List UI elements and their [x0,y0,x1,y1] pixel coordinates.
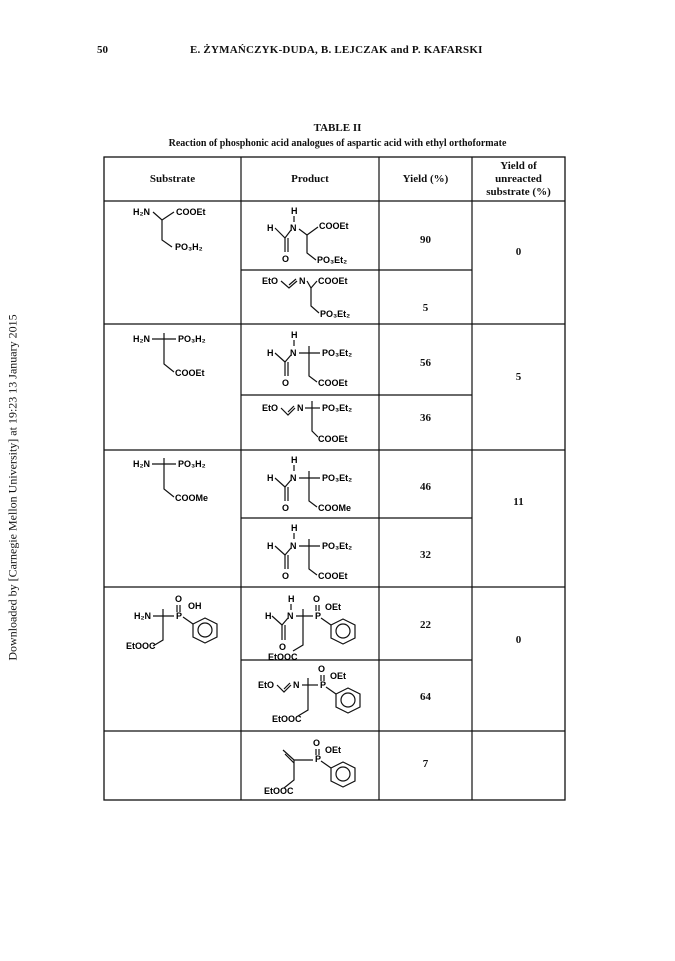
substrate-structure-2 [133,333,206,378]
chem-label: H₂N [133,459,150,469]
chem-label: H [267,541,274,551]
chem-label: EtO [262,403,279,413]
chem-label: COOEt [319,221,349,231]
chem-label: PO₃H₂ [178,334,206,344]
chem-label: H₂N [133,334,150,344]
header-unreacted-line: Yield of [500,160,537,172]
chem-label: COOEt [175,368,205,378]
product-structure-5 [264,738,355,796]
yield-value: 64 [420,691,431,703]
chem-label: PO₃Et₂ [322,348,353,358]
chem-label: COOMe [318,503,352,513]
chem-label: N [290,541,297,551]
product-structure-4a [265,594,355,662]
chem-label: COOMe [175,493,209,503]
download-note: Downloaded by [Carnegie Mellon University] at 19:23 13 January 2015 [5,314,20,661]
chem-label: OH [188,601,202,611]
chem-label: N [293,680,300,690]
header-substrate: Substrate [149,173,196,185]
chem-label: P [320,680,327,690]
product-structure-2a [267,330,352,388]
chem-label: EtOOC [126,641,156,651]
product-structure-1a [267,206,349,265]
product-structure-3b [267,523,352,581]
chem-label: H [267,473,274,483]
chem-label: COOEt [318,434,348,444]
chem-label: COOEt [318,378,348,388]
table-caption: Reaction of phosphonic acid analogues of aspartic acid with ethyl orthoformate [168,138,507,149]
chem-label: P [315,611,322,621]
chem-label: EtOOC [268,652,298,662]
yield-value: 7 [422,758,429,770]
chem-label: O [282,378,290,388]
chem-label: H₂N [134,611,151,621]
chem-label: OEt [325,745,342,755]
chem-label: PO₃H₂ [178,459,206,469]
yield-value: 5 [422,302,429,314]
chem-label: H [288,594,295,604]
table-label: TABLE II [313,122,362,134]
chem-label: PO₃H₂ [175,242,203,252]
unreacted-value: 0 [515,634,522,646]
chem-label: N [299,276,306,286]
chem-label: EtO [262,276,279,286]
chem-label: H [267,223,274,233]
chem-label: COOEt [318,571,348,581]
chem-label: EtOOC [264,786,294,796]
chem-label: N [290,223,297,233]
yield-value: 36 [420,412,431,424]
chem-label: COOEt [176,207,206,217]
chem-label: COOEt [318,276,348,286]
chem-label: PO₃Et₂ [320,309,351,319]
chem-label: H [291,455,298,465]
product-structure-2b [262,401,352,444]
chem-label: N [297,403,304,413]
chem-label: O [279,642,287,652]
chem-label: N [290,348,297,358]
chem-label: O [313,738,321,748]
chem-label: PO₃Et₂ [322,473,353,483]
yield-value: 32 [420,549,431,561]
header-product: Product [291,173,329,185]
chem-label: H₂N [133,207,150,217]
chem-label: EtO [258,680,275,690]
page-number: 50 [97,44,108,56]
yield-value: 90 [420,234,431,246]
chem-label: OEt [325,602,342,612]
chem-label: PO₃Et₂ [317,255,348,265]
chem-label: O [175,594,183,604]
chem-label: H [291,523,298,533]
chem-label: PO₃Et₂ [322,403,353,413]
product-structure-4b [258,664,360,724]
chem-label: PO₃Et₂ [322,541,353,551]
chem-label: N [290,473,297,483]
header-yield: Yield (%) [402,173,449,185]
yield-value: 46 [420,481,431,493]
chem-label: OEt [330,671,347,681]
substrate-structure-4 [126,594,217,651]
chem-label: O [318,664,326,674]
chem-label: O [282,254,290,264]
chem-label: H [291,206,298,216]
substrate-structure-3 [133,458,208,503]
chem-label: H [265,611,272,621]
substrate-structure-1 [133,207,206,252]
unreacted-value: 11 [513,496,524,508]
unreacted-value: 5 [515,371,522,383]
chem-label: P [315,754,322,764]
chem-label: O [282,571,290,581]
unreacted-value: 0 [515,246,522,258]
yield-value: 22 [420,619,431,631]
product-structure-3a [267,455,352,513]
chem-label: N [287,611,294,621]
product-structure-1b [262,276,350,319]
header-unreacted-line: unreacted [495,173,542,185]
chem-label: H [291,330,298,340]
yield-value: 56 [420,357,431,369]
chem-label: O [282,503,290,513]
chem-label: H [267,348,274,358]
running-head: E. ŻYMAŃCZYK-DUDA, B. LEJCZAK and P. KAFARSKI [190,44,483,56]
chem-label: P [176,611,183,621]
chem-label: O [313,594,321,604]
chem-label: EtOOC [272,714,302,724]
header-unreacted-line: substrate (%) [486,186,551,198]
